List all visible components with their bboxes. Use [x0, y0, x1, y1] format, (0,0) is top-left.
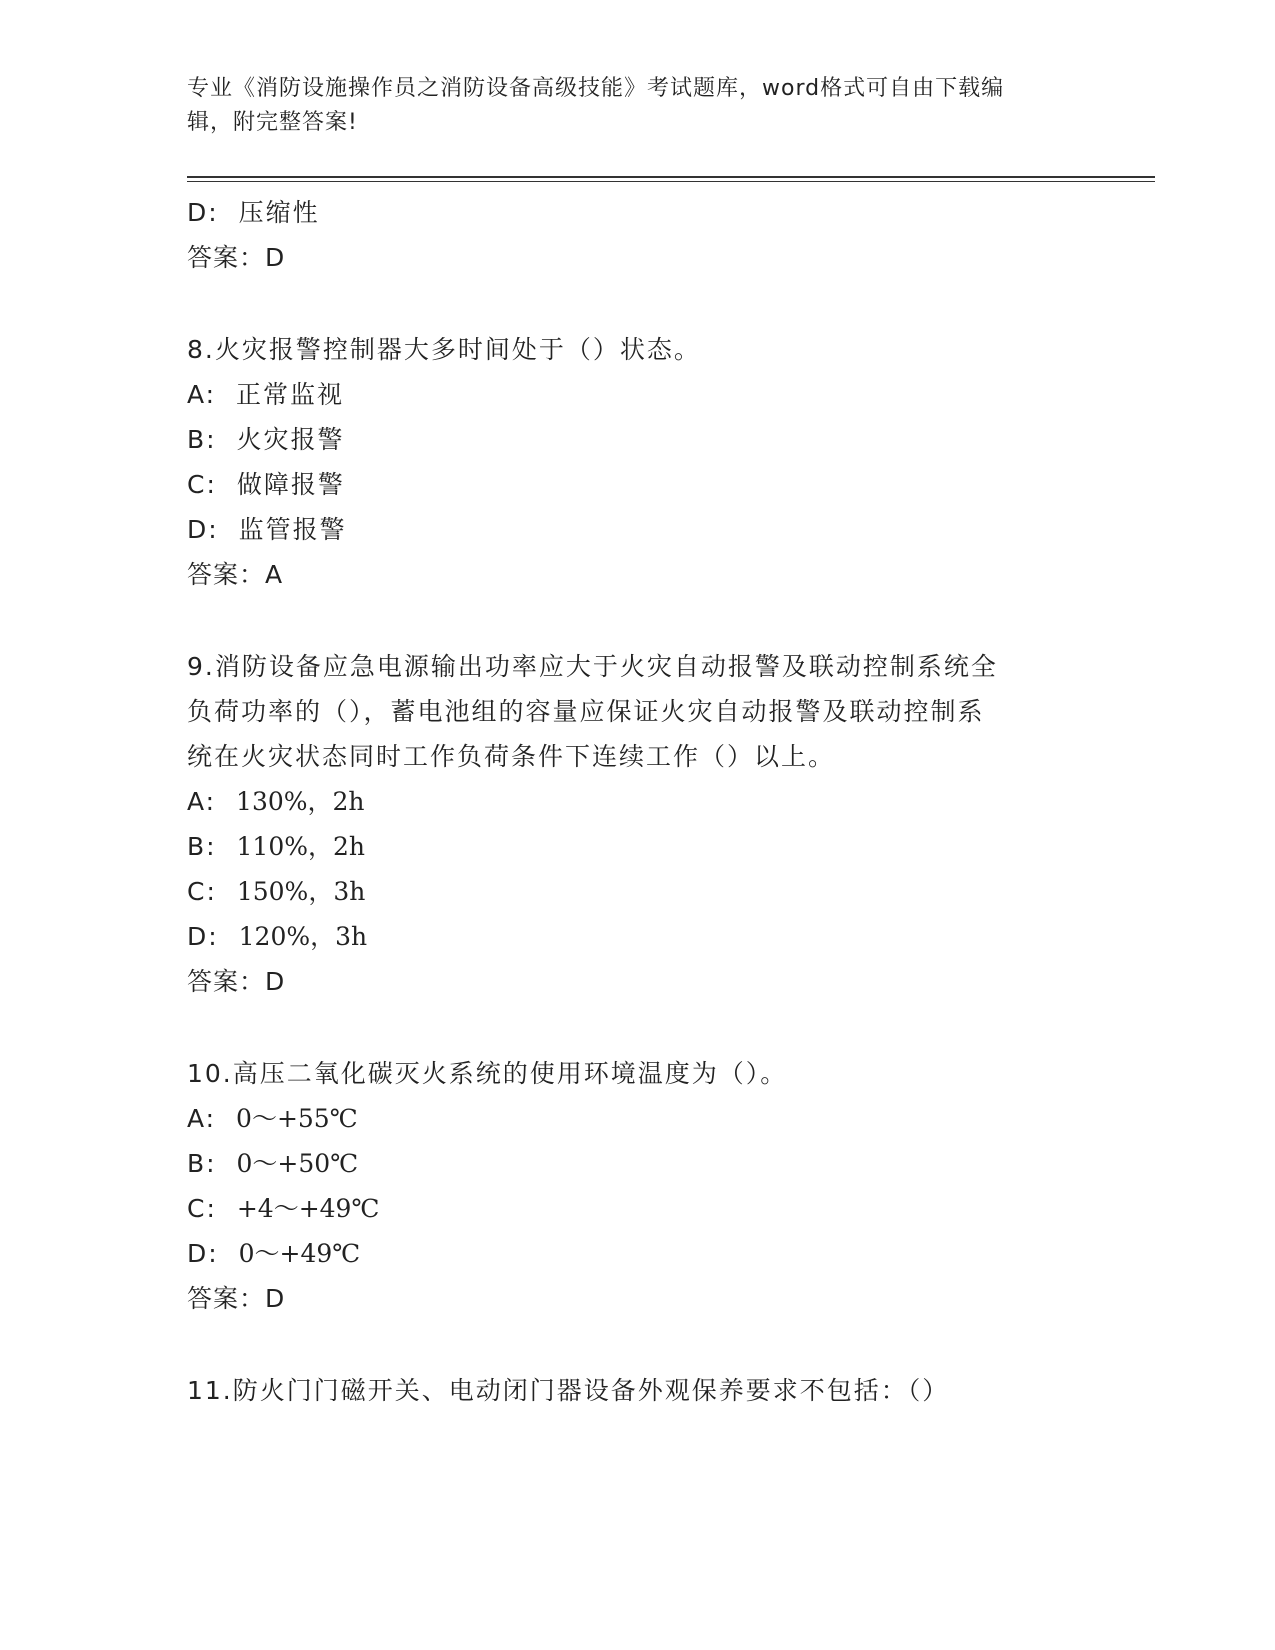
option-label: B:: [187, 425, 217, 454]
option-label: C:: [187, 1194, 217, 1223]
q11-stem: 11.防火门门磁开关、电动闭门器设备外观保养要求不包括：（）: [187, 1376, 950, 1405]
option-label: D:: [187, 922, 219, 951]
option-text: 正常监视: [236, 380, 345, 409]
option-text: 130%，2h: [236, 787, 365, 816]
option-text: 150%，3h: [236, 877, 366, 906]
q10-answer: 答案：D: [187, 1284, 286, 1313]
q9-option-a: [187, 779, 1067, 824]
option-label: A:: [187, 787, 217, 816]
document-header: [187, 72, 1067, 140]
option-label: D:: [187, 1239, 219, 1268]
q8-option-c: [187, 462, 1067, 507]
option-text: 110%，2h: [236, 832, 366, 861]
option-text: 做障报警: [236, 470, 345, 499]
q9-option-c: [187, 869, 1067, 914]
prev-answer: 答案：D: [187, 243, 286, 272]
q9-stem-line3: 统在火灾状态同时工作负荷条件下连续工作（）以上。: [187, 742, 836, 771]
q9-stem-line1: 9.消防设备应急电源输出功率应大于火灾自动报警及联动控制系统全: [187, 652, 998, 681]
option-text: 0～+49℃: [238, 1239, 361, 1268]
q9-answer: 答案：D: [187, 967, 286, 996]
q10-option-d: [187, 1231, 1067, 1276]
option-label: B:: [187, 1149, 217, 1178]
header-intro-line1: 专业《消防设施操作员之消防设备高级技能》考试题库，word格式可自由下载编: [187, 76, 1005, 101]
q9-option-d: [187, 914, 1067, 959]
option-text: +4～+49℃: [236, 1194, 380, 1223]
q10-option-c: [187, 1186, 1067, 1231]
q8-answer: 答案：A: [187, 560, 284, 589]
q8-option-b: [187, 417, 1067, 462]
q10-option-b: [187, 1141, 1067, 1186]
option-label: A:: [187, 1104, 217, 1133]
option-label: A:: [187, 380, 217, 409]
q8-option-d: [187, 507, 1067, 552]
option-text: 火灾报警: [236, 425, 345, 454]
header-rule-thick: [187, 176, 1155, 178]
q10-option-a: [187, 1096, 1067, 1141]
q9-stem-line2: 负荷功率的（），蓄电池组的容量应保证火灾自动报警及联动控制系: [187, 697, 985, 726]
prev-option-d: [187, 190, 1067, 235]
question-content: [187, 190, 1067, 1413]
q10-stem: 10.高压二氧化碳灭火系统的使用环境温度为（）。: [187, 1059, 788, 1088]
q9-option-b: [187, 824, 1067, 869]
option-text: 120%，3h: [238, 922, 368, 951]
option-label: B:: [187, 832, 217, 861]
option-text: 监管报警: [238, 515, 347, 544]
q8-option-a: [187, 372, 1067, 417]
option-label: C:: [187, 470, 217, 499]
option-label: C:: [187, 877, 217, 906]
option-label: D:: [187, 198, 219, 227]
option-label: D:: [187, 515, 219, 544]
header-rule-thin: [187, 181, 1155, 182]
option-text: 0～+50℃: [236, 1149, 359, 1178]
header-intro-line2: 辑，附完整答案!: [187, 110, 358, 135]
option-text: 0～+55℃: [236, 1104, 358, 1133]
q8-stem: 8.火灾报警控制器大多时间处于（）状态。: [187, 335, 701, 364]
option-text: 压缩性: [238, 198, 320, 227]
